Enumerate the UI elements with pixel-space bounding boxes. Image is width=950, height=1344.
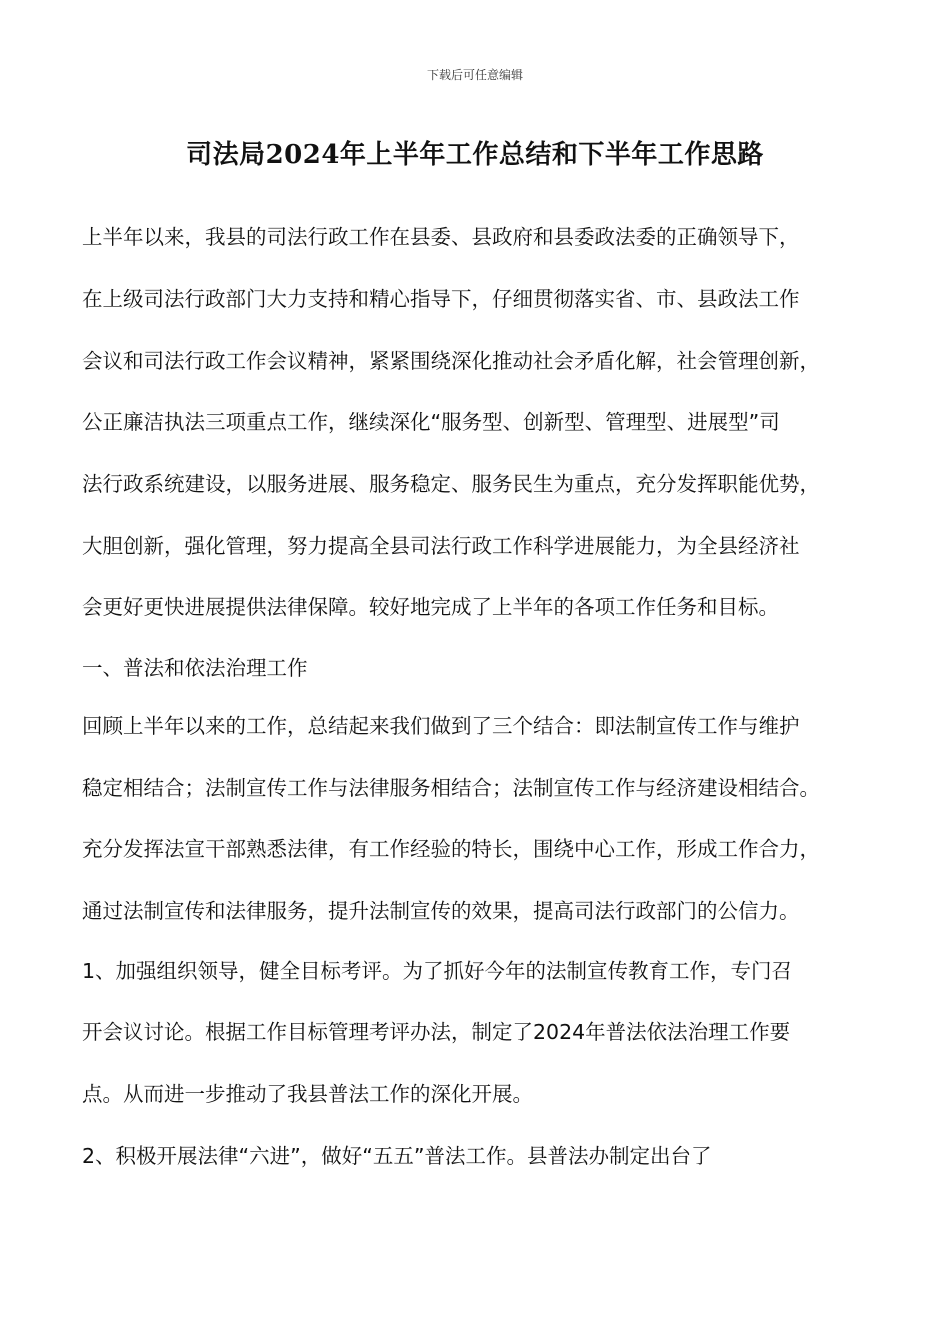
- body-line: 在上级司法行政部门大力支持和精心指导下，仔细贯彻落实省、市、县政法工作: [82, 287, 800, 311]
- body-line: 会更好更快进展提供法律保障。较好地完成了上半年的各项工作任务和目标。: [82, 595, 779, 619]
- body-line: 会议和司法行政工作会议精神，紧紧围绕深化推动社会矛盾化解，社会管理创新，: [82, 349, 820, 373]
- body-line: 回顾上半年以来的工作，总结起来我们做到了三个结合：即法制宣传工作与维护: [82, 714, 800, 738]
- section-heading: 一、普法和依法治理工作: [82, 656, 308, 680]
- numbered-item-1: 1、加强组织领导，健全目标考评。为了抓好今年的法制宣传教育工作，专门召: [82, 959, 793, 983]
- body-line: 开会议讨论。根据工作目标管理考评办法，制定了2024年普法依法治理工作要: [82, 1020, 791, 1044]
- page-header-note: 下载后可任意编辑: [426, 68, 523, 82]
- body-line: 上半年以来，我县的司法行政工作在县委、县政府和县委政法委的正确领导下，: [82, 225, 800, 249]
- body-line: 充分发挥法宣干部熟悉法律，有工作经验的特长，围绕中心工作，形成工作合力，: [82, 837, 820, 861]
- body-line: 法行政系统建设，以服务进展、服务稳定、服务民生为重点，充分发挥职能优势，: [82, 472, 820, 496]
- body-line: 稳定相结合；法制宣传工作与法律服务相结合；法制宣传工作与经济建设相结合。: [82, 776, 820, 800]
- document-title: 司法局2024年上半年工作总结和下半年工作思路: [186, 140, 764, 170]
- body-line: 点。从而进一步推动了我县普法工作的深化开展。: [82, 1082, 533, 1106]
- body-line: 公正廉洁执法三项重点工作，继续深化“服务型、创新型、管理型、进展型”司: [82, 410, 780, 434]
- numbered-item-2: 2、积极开展法律“六进”，做好“五五”普法工作。县普法办制定出台了: [82, 1144, 712, 1168]
- body-line: 通过法制宣传和法律服务，提升法制宣传的效果，提高司法行政部门的公信力。: [82, 899, 800, 923]
- body-line: 大胆创新，强化管理，努力提高全县司法行政工作科学进展能力，为全县经济社: [82, 534, 800, 558]
